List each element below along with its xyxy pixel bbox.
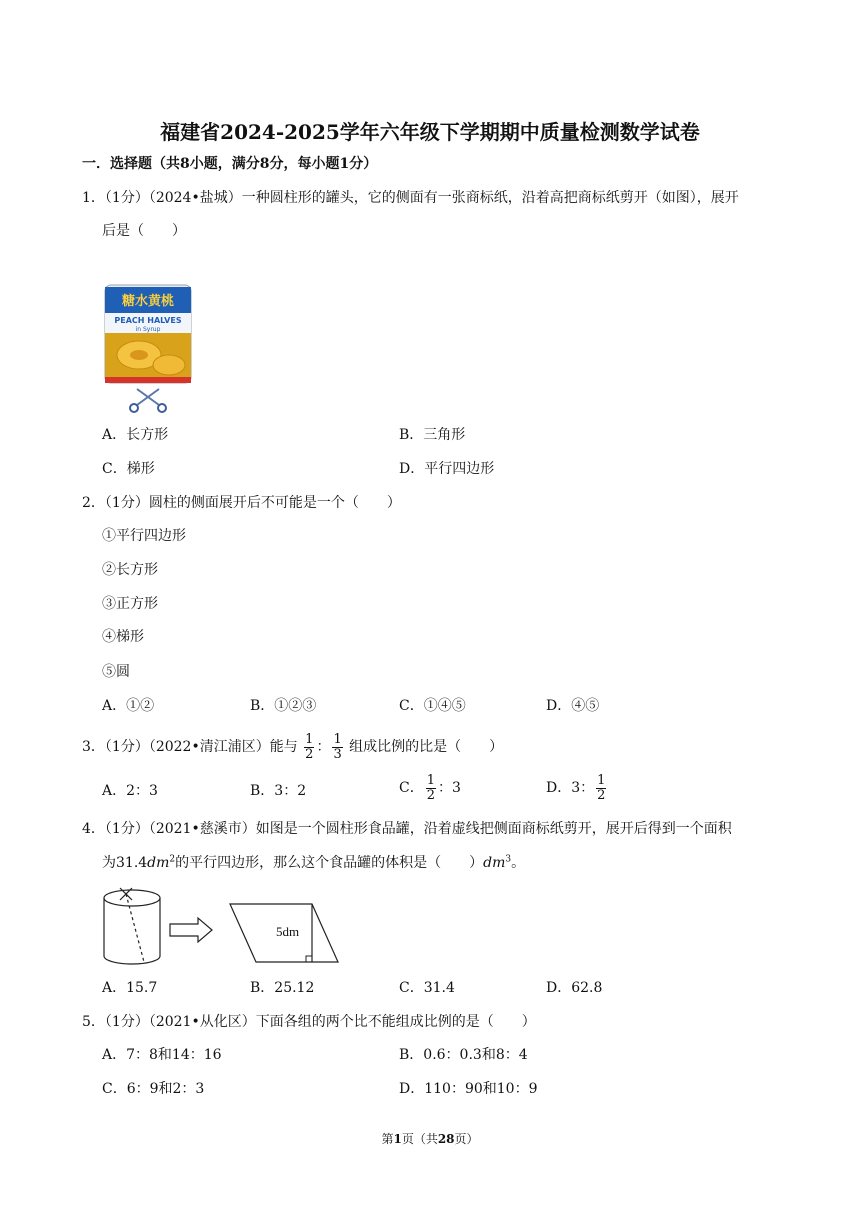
q5-option-a[interactable]: A．7：8和14：16 xyxy=(102,1047,222,1063)
q1-stem-line2: 后是（ ） xyxy=(102,223,186,239)
can-label-sub: in Syrup xyxy=(135,326,161,333)
q2-option-c[interactable]: C．①④⑤ xyxy=(399,698,466,714)
scissors-icon xyxy=(130,389,166,412)
q5-option-d[interactable]: D．110：90和10：9 xyxy=(399,1081,538,1097)
q4-option-b[interactable]: B．25.12 xyxy=(250,980,315,996)
total-pages: 28 xyxy=(437,1132,455,1146)
q3-fraction-2: $\frac{1}{3}$ xyxy=(333,731,342,762)
peach-can-image xyxy=(103,283,193,415)
q2-stem: 2．（1分）圆柱的侧面展开后不可能是一个（ ） xyxy=(82,495,401,511)
q4-stem-line1: 4．（1分）（2021•慈溪市）如图是一个圆柱形食品罐，沿着虚线把侧面商标纸剪开，展开后得到一个面积 xyxy=(82,821,732,837)
q1-stem-line1: 1．（1分）（2024•盐城）一种圆柱形的罐头，它的侧面有一张商标纸，沿着高把商标纸剪开（如图），展开 xyxy=(82,190,739,206)
q5-stem: 5．（1分）（2021•从化区）下面各组的两个比不能组成比例的是（ ） xyxy=(82,1014,536,1030)
can-label-cn: 糖水黄桃 xyxy=(121,294,175,309)
q2-option-a[interactable]: A．①② xyxy=(102,698,155,714)
q2-option-b[interactable]: B．①②③ xyxy=(250,698,317,714)
q4-stem-line2: 为$31.4dm^2$的平行四边形，那么这个食品罐的体积是（ ）$dm^3$。 xyxy=(102,854,526,871)
cylinder-icon xyxy=(104,888,160,964)
q4-option-c[interactable]: C．31.4 xyxy=(399,980,455,996)
q3-stem xyxy=(82,730,503,764)
q2-item-3: ③正方形 xyxy=(102,596,158,612)
page-title: 福建省2024-2025学年六年级下学期期中质量检测数学试卷 xyxy=(160,120,700,144)
q3-option-d[interactable]: D．3： $\frac{1}{2}$ xyxy=(546,772,606,803)
q3-option-b[interactable]: B．3：2 xyxy=(250,783,307,799)
height-label: 5dm xyxy=(276,924,300,939)
q1-option-b[interactable]: B．三角形 xyxy=(399,427,466,443)
page-footer: 第1页（共28页） xyxy=(381,1132,479,1146)
q3-option-c[interactable]: C． $\frac{1}{2}$ ：3 xyxy=(399,772,461,803)
q2-item-4: ④梯形 xyxy=(102,629,144,645)
q3-colon: ： xyxy=(316,739,331,755)
cylinder-unfold-figure xyxy=(100,884,350,970)
q4-option-d[interactable]: D．62.8 xyxy=(546,980,603,996)
q3-fraction-1: $\frac{1}{2}$ xyxy=(305,731,314,762)
q5-option-c[interactable]: C．6：9和2：3 xyxy=(102,1081,205,1097)
q3-option-a[interactable]: A．2：3 xyxy=(102,783,158,799)
q2-item-2: ②长方形 xyxy=(102,562,158,578)
current-page: 1 xyxy=(393,1132,402,1146)
q1-option-d[interactable]: D．平行四边形 xyxy=(399,461,495,477)
q2-item-5: ⑤圆 xyxy=(102,664,130,680)
q2-item-1: ①平行四边形 xyxy=(102,528,186,544)
can-label-en: PEACH HALVES xyxy=(114,316,182,325)
q1-option-c[interactable]: C．梯形 xyxy=(102,461,155,477)
q2-option-d[interactable]: D．④⑤ xyxy=(546,698,600,714)
parallelogram-shape xyxy=(230,904,338,962)
q5-option-b[interactable]: B．0.6：0.3和8：4 xyxy=(399,1047,528,1063)
q3-suffix: 组成比例的比是（ ） xyxy=(349,739,504,755)
q3-prefix: 3．（1分）（2022•清江浦区）能与 xyxy=(82,739,298,755)
section-heading: 一．选择题（共8小题，满分8分，每小题1分） xyxy=(82,156,378,172)
q4-option-a[interactable]: A．15.7 xyxy=(102,980,158,996)
arrow-right-icon xyxy=(170,918,212,942)
q1-option-a[interactable]: A．长方形 xyxy=(102,427,169,443)
